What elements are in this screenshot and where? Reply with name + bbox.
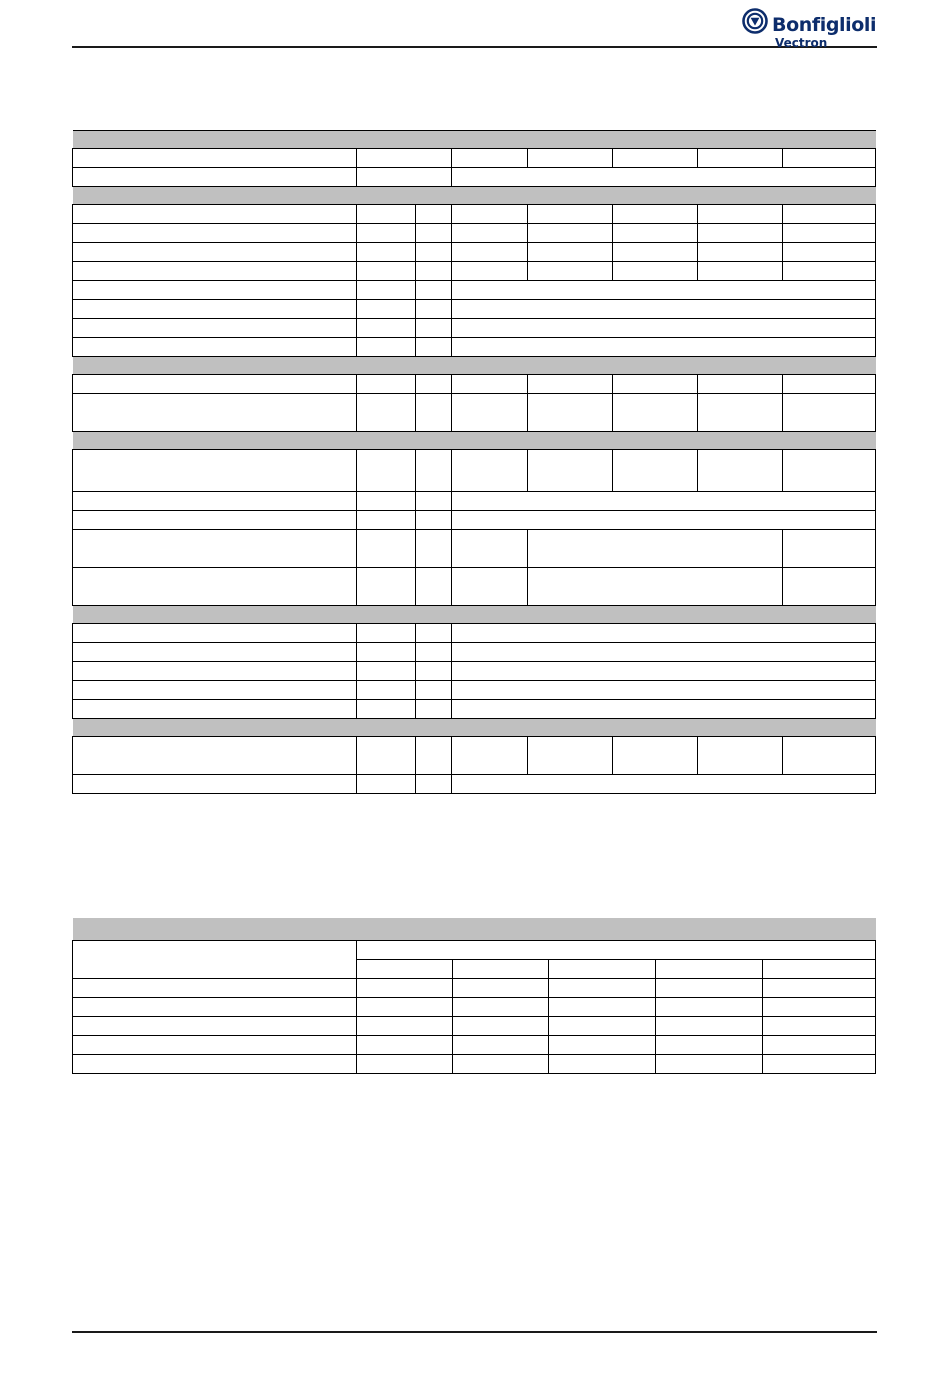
table-row — [73, 319, 876, 338]
table-row — [73, 979, 876, 998]
table-row — [73, 300, 876, 319]
data-table-2 — [72, 918, 876, 1074]
table-row — [73, 450, 876, 492]
section-band — [73, 187, 876, 205]
table-row — [73, 1055, 876, 1074]
table-row — [73, 1036, 876, 1055]
table-row — [73, 394, 876, 432]
data-table-1 — [72, 130, 876, 794]
table-row — [73, 492, 876, 511]
table-row — [73, 998, 876, 1017]
table-title-band — [73, 918, 876, 941]
table-row — [73, 662, 876, 681]
section-band — [73, 357, 876, 375]
table-row — [73, 243, 876, 262]
table-row — [73, 700, 876, 719]
table-row — [73, 281, 876, 300]
table-row — [73, 530, 876, 568]
table-row — [73, 1017, 876, 1036]
brand-logo — [742, 8, 882, 50]
table-row — [73, 262, 876, 281]
table-row — [73, 643, 876, 662]
table-row — [73, 568, 876, 606]
table-row — [73, 737, 876, 775]
section-band — [73, 606, 876, 624]
table-row — [73, 375, 876, 394]
brand-subname: Vectron — [775, 36, 828, 50]
section-band — [73, 719, 876, 737]
table-row — [73, 224, 876, 243]
section-band — [73, 131, 876, 149]
logo-emblem-icon — [742, 8, 768, 34]
table-row — [73, 624, 876, 643]
section-band — [73, 432, 876, 450]
table-header-row — [73, 941, 876, 960]
table-row — [73, 338, 876, 357]
table-row — [73, 205, 876, 224]
table-row — [73, 511, 876, 530]
brand-name: Bonfiglioli — [772, 14, 877, 36]
footer-rule — [72, 1331, 877, 1333]
table-row — [73, 775, 876, 794]
table-row — [73, 681, 876, 700]
table-row — [73, 168, 876, 187]
table-row — [73, 149, 876, 168]
